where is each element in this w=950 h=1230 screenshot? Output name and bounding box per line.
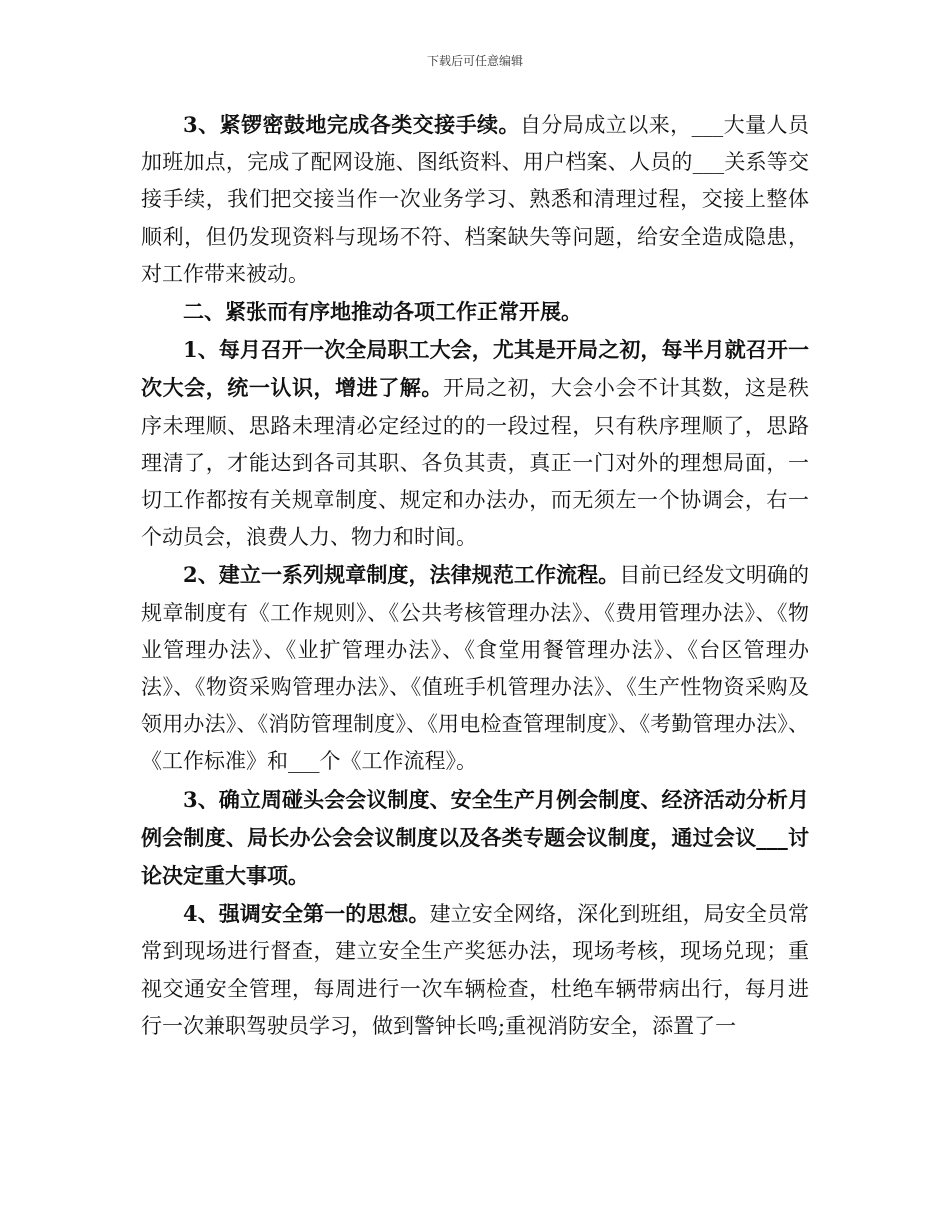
page-header: 下载后可任意编辑 [426,54,523,68]
paragraph-heading: 3、确立周碰头会会议制度、安全生产月例会制度、经济活动分析月例会制度、局长办公会会议制度以及各类专题会议制度，通过会议___讨论决定重大事项。 [141,786,809,889]
paragraph-safety [141,895,809,1045]
paragraph-heading: 3、紧锣密鼓地完成各类交接手续。 [183,112,520,137]
paragraph-heading: 二、紧张而有序地推动各项工作正常开展。 [183,299,582,325]
paragraph-text: 自分局成立以来，___大量人员加班加点，完成了配网设施、图纸资料、用户档案、人员的___关系等交接手续，我们把交接当作一次业务学习、熟悉和清理过程，交接上整体顺利，但仍发现资料与现场不符、档案缺失等问题，给安全造成隐患，对工作带来被动。 [141,113,809,286]
paragraph-handover [141,106,809,293]
document-body [141,106,809,1045]
section-heading-two [141,293,809,331]
paragraph-staff-meeting [141,331,809,556]
paragraph-text: 建立安全网络，深化到班组，局安全员常常到现场进行督查，建立安全生产奖惩办法，现场考核，现场兑现；重视交通安全管理，每周进行一次车辆检查，杜绝车辆带病出行，每月进行一次兼职驾驶员学习，做到警钟长鸣;重视消防安全，添置了一 [141,902,809,1038]
paragraph-heading: 2、建立一系列规章制度，法律规范工作流程。 [183,562,620,588]
paragraph-meeting-system [141,781,809,896]
paragraph-text: 开局之初，大会小会不计其数，这是秩序未理顺、思路未理清必定经过的的一段过程，只有秩序理顺了，思路理清了，才能达到各司其职、各负其责，真正一门对外的理想局面，一切工作都按有关规章制度、规定和办法办，而无须左一个协调会，右一个动员会，浪费人力、物力和时间。 [141,376,810,550]
paragraph-text: 目前已经发文明确的规章制度有《工作规则》、《公共考核管理办法》、《费用管理办法》、《物业管理办法》、《业扩管理办法》、《食堂用餐管理办法》、《台区管理办法》、《物资采购管理办法》、《值班手机管理办法》、《生产性物资采购及领用办法》、《消防管理制度》、《用电检查管理制度》、《考勤管理办法》、《工作标准》和___个《工作流程》。 [141,563,809,774]
paragraph-heading: 4、强调安全第一的思想。 [183,901,430,927]
paragraph-heading: 1、每月召开一次全局职工大会，尤其是开局之初，每半月就召开一次大会，统一认识，增进了解。 [141,337,809,401]
paragraph-regulations [141,556,809,780]
